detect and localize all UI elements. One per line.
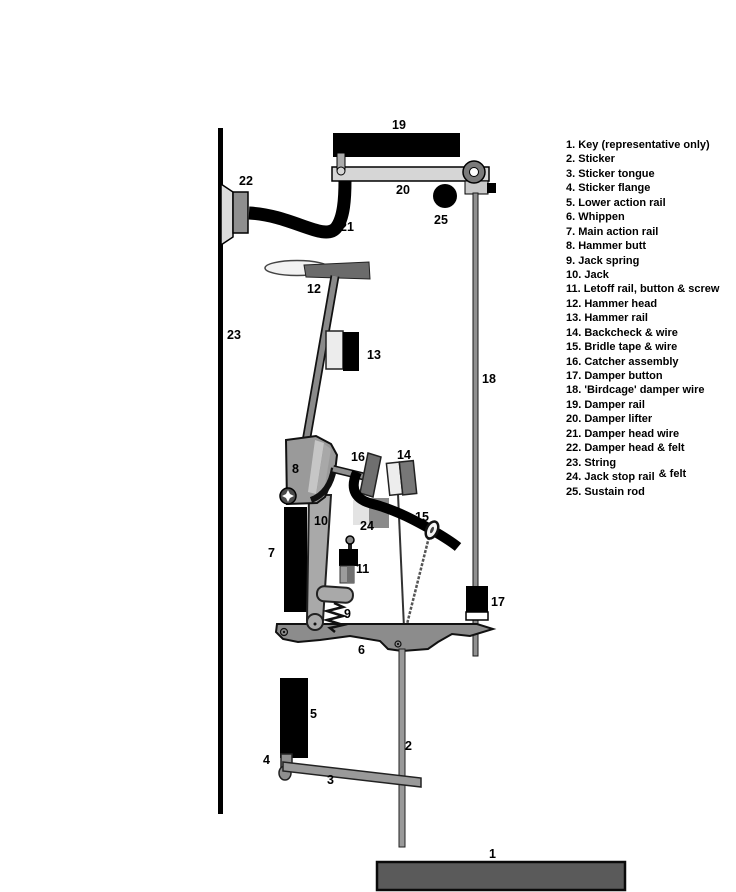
callout-22: 22 <box>239 174 253 188</box>
legend-item-3: 3. Sticker tongue <box>566 167 655 180</box>
legend-item-12: 12. Hammer head <box>566 297 658 310</box>
callout-13: 13 <box>367 348 381 362</box>
legend-item-24-suffix: & felt <box>658 468 687 481</box>
legend-item-21: 21. Damper head wire <box>566 427 680 440</box>
lifter-pivot-hole <box>470 168 479 177</box>
callout-14: 14 <box>397 448 411 462</box>
hammer-rail <box>343 332 359 371</box>
callout-2: 2 <box>405 739 412 753</box>
callout-16: 16 <box>351 450 365 464</box>
sustain-rod <box>433 184 457 208</box>
legend-item-2: 2. Sticker <box>566 153 615 166</box>
legend-item-22: 22. Damper head & felt <box>566 442 685 455</box>
callout-23: 23 <box>227 328 241 342</box>
legend-item-7: 7. Main action rail <box>566 225 659 238</box>
jack-foot <box>307 614 323 630</box>
legend-item-20: 20. Damper lifter <box>566 413 653 426</box>
callout-21: 21 <box>340 220 354 234</box>
legend-item-25: 25. Sustain rod <box>566 485 645 498</box>
legend-item-4: 4. Sticker flange <box>566 182 651 195</box>
bridle-wire <box>406 537 429 628</box>
legend-item-17: 17. Damper button <box>566 370 663 382</box>
damper-button <box>466 586 488 613</box>
jack-heel <box>316 586 353 603</box>
bracket-tab <box>487 183 496 193</box>
lifter-pin-tip <box>337 167 345 175</box>
legend-item-24 <box>566 470 719 484</box>
hammer-rail-felt <box>326 331 343 369</box>
lower-action-rail <box>280 678 308 758</box>
callout-20: 20 <box>396 183 410 197</box>
callout-15: 15 <box>415 510 429 524</box>
callout-1: 1 <box>489 847 496 861</box>
damper-head <box>233 192 248 233</box>
callout-5: 5 <box>310 707 317 721</box>
whippen-sticker-pin <box>397 643 399 645</box>
damper-button-felt <box>466 612 488 620</box>
damper-rail <box>333 133 460 157</box>
callout-8: 8 <box>292 462 299 476</box>
callout-18: 18 <box>482 372 496 386</box>
legend-item-6: 6. Whippen <box>566 211 625 224</box>
whippen-pivot-pin <box>283 631 285 633</box>
legend-item-24-text: 24. Jack stop rail <box>566 471 655 484</box>
callout-10: 10 <box>314 514 328 528</box>
callout-19: 19 <box>392 118 406 132</box>
key-body <box>377 862 625 890</box>
letoff-screw-head <box>346 536 354 544</box>
callout-4: 4 <box>263 753 270 767</box>
legend-item-5: 5. Lower action rail <box>566 196 666 209</box>
callout-24: 24 <box>360 519 374 533</box>
legend-item-13: 13. Hammer rail <box>566 312 648 325</box>
backcheck-body <box>399 461 416 495</box>
damper-felt <box>221 184 233 245</box>
jack-foot-pin <box>314 623 317 626</box>
callout-7: 7 <box>268 546 275 560</box>
legend-item-18: 18. 'Birdcage' damper wire <box>566 384 705 397</box>
callout-17: 17 <box>491 595 505 609</box>
legend-item-15: 15. Bridle tape & wire <box>566 341 678 354</box>
callout-9: 9 <box>344 607 351 621</box>
callout-25: 25 <box>434 213 448 227</box>
legend <box>566 138 719 499</box>
legend-item-10: 10. Jack <box>566 268 609 281</box>
damper-head-wire <box>249 180 345 232</box>
main-action-rail <box>284 507 307 612</box>
legend-item-16: 16. Catcher assembly <box>566 355 679 368</box>
legend-item-1: 1. Key (representative only) <box>566 139 710 151</box>
legend-item-19: 19. Damper rail <box>566 398 645 411</box>
legend-item-23: 23. String <box>566 456 617 469</box>
legend-item-9: 9. Jack spring <box>566 254 640 267</box>
callout-11: 11 <box>356 562 370 576</box>
callout-3: 3 <box>327 773 334 787</box>
legend-item-14: 14. Backcheck & wire <box>566 326 678 339</box>
callout-6: 6 <box>358 643 365 657</box>
letoff-button-shade <box>347 566 354 583</box>
callout-12: 12 <box>307 282 321 296</box>
legend-item-11: 11. Letoff rail, button & screw <box>566 283 720 296</box>
legend-item-8: 8. Hammer butt <box>566 240 647 253</box>
